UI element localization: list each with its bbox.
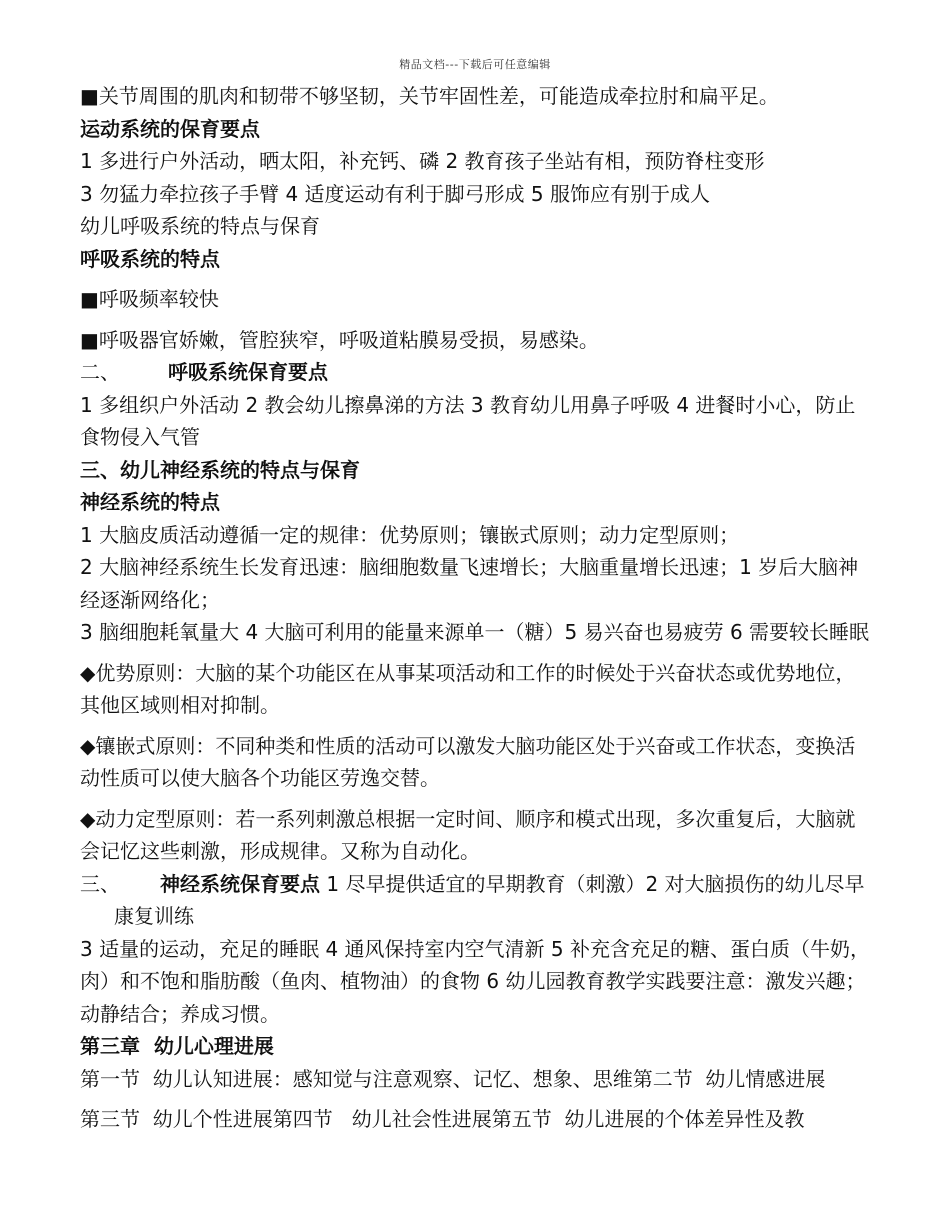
heading-respiratory-care xyxy=(80,356,872,389)
heading-respiratory-features: 呼吸系统的特点 xyxy=(80,246,220,271)
heading-motor-system-care: 运动系统的保育要点 xyxy=(80,116,260,141)
paragraph-respiratory-organs: ■呼吸器官娇嫩，管腔狭窄，呼吸道粘膜易受损，易感染。 xyxy=(80,327,599,352)
heading-nervous-system: 三、幼儿神经系统的特点与保育 xyxy=(80,457,360,482)
section-title: 神经系统保育要点 xyxy=(160,871,320,896)
paragraph-motor-care-1: 1 多进行户外活动，晒太阳，补充钙、磷 2 教育孩子坐站有相，预防脊柱变形 xyxy=(80,149,765,173)
paragraph-sections-3-5: 第三节 幼儿个性进展第四节 幼儿社会性进展第五节 幼儿进展的个体差异性及教 xyxy=(80,1107,805,1131)
heading-nervous-features: 神经系统的特点 xyxy=(80,490,220,514)
paragraph-breathing-rate: ■呼吸频率较快 xyxy=(80,287,219,311)
paragraph-joint-muscles: ■关节周围的肌肉和韧带不够坚韧，关节牢固性差，可能造成牵拉肘和扁平足。 xyxy=(80,84,779,108)
section-number: 二、 xyxy=(80,360,120,384)
paragraph-dynamic-stereotype: ◆动力定型原则：若一系列刺激总根据一定时间、顺序和模式出现，多次重复后，大脑就会记忆这些刺激，形成规律。又称为自动化。 xyxy=(80,806,856,863)
paragraph-dominance-principle: ◆优势原则：大脑的某个功能区在从事某项活动和工作的时候处于兴奋状态或优势地位，其他区域则相对抑制。 xyxy=(80,660,856,717)
section-text: 1 尽早提供适宜的早期教育（刺激）2 对大脑损伤的幼儿尽早康复训练 xyxy=(114,871,865,928)
heading-nervous-care xyxy=(80,868,872,933)
paragraph-brain-growth: 2 大脑神经系统生长发育迅速：脑细胞数量飞速增长；大脑重量增长迅速；1 岁后大脑神经逐渐网络化； xyxy=(80,555,859,612)
section-title: 呼吸系统保育要点 xyxy=(168,360,328,384)
paragraph-brain-energy: 3 脑细胞耗氧量大 4 大脑可利用的能量来源单一（糖）5 易兴奋也易疲劳 6 需要较长睡眠 xyxy=(80,620,870,644)
heading-respiratory-system: 幼儿呼吸系统的特点与保育 xyxy=(80,214,320,238)
heading-chapter-3: 第三章 幼儿心理进展 xyxy=(80,1034,274,1058)
document-body xyxy=(80,80,872,1136)
paragraph-motor-care-2: 3 勿猛力牵拉孩子手臂 4 适度运动有利于脚弓形成 5 服饰应有别于成人 xyxy=(80,181,710,206)
paragraph-respiratory-care: 1 多组织户外活动 2 教会幼儿擦鼻涕的方法 3 教育幼儿用鼻子呼吸 4 进餐时小心，防止食物侵入气管 xyxy=(80,392,856,449)
paragraph-cortex-rules: 1 大脑皮质活动遵循一定的规律：优势原则；镶嵌式原则；动力定型原则； xyxy=(80,522,740,547)
paragraph-sections-1-2: 第一节 幼儿认知进展：感知觉与注意观察、记忆、想象、思维第二节 幼儿情感进展 xyxy=(80,1066,826,1091)
paragraph-mosaic-principle: ◆镶嵌式原则：不同种类和性质的活动可以激发大脑功能区处于兴奋或工作状态，变换活动性质可以使大脑各个功能区劳逸交替。 xyxy=(80,733,856,790)
section-number: 三、 xyxy=(80,871,120,896)
paragraph-nervous-care: 3 适量的运动，充足的睡眠 4 通风保持室内空气清新 5 补充含充足的糖、蛋白质（牛奶，肉）和不饱和脂肪酸（鱼肉、植物油）的食物 6 幼儿园教育教学实践要注意：激发兴趣；动静结合；养成习惯。 xyxy=(80,936,870,1026)
page-header: 精品文档---下载后可任意编辑 xyxy=(399,58,551,71)
